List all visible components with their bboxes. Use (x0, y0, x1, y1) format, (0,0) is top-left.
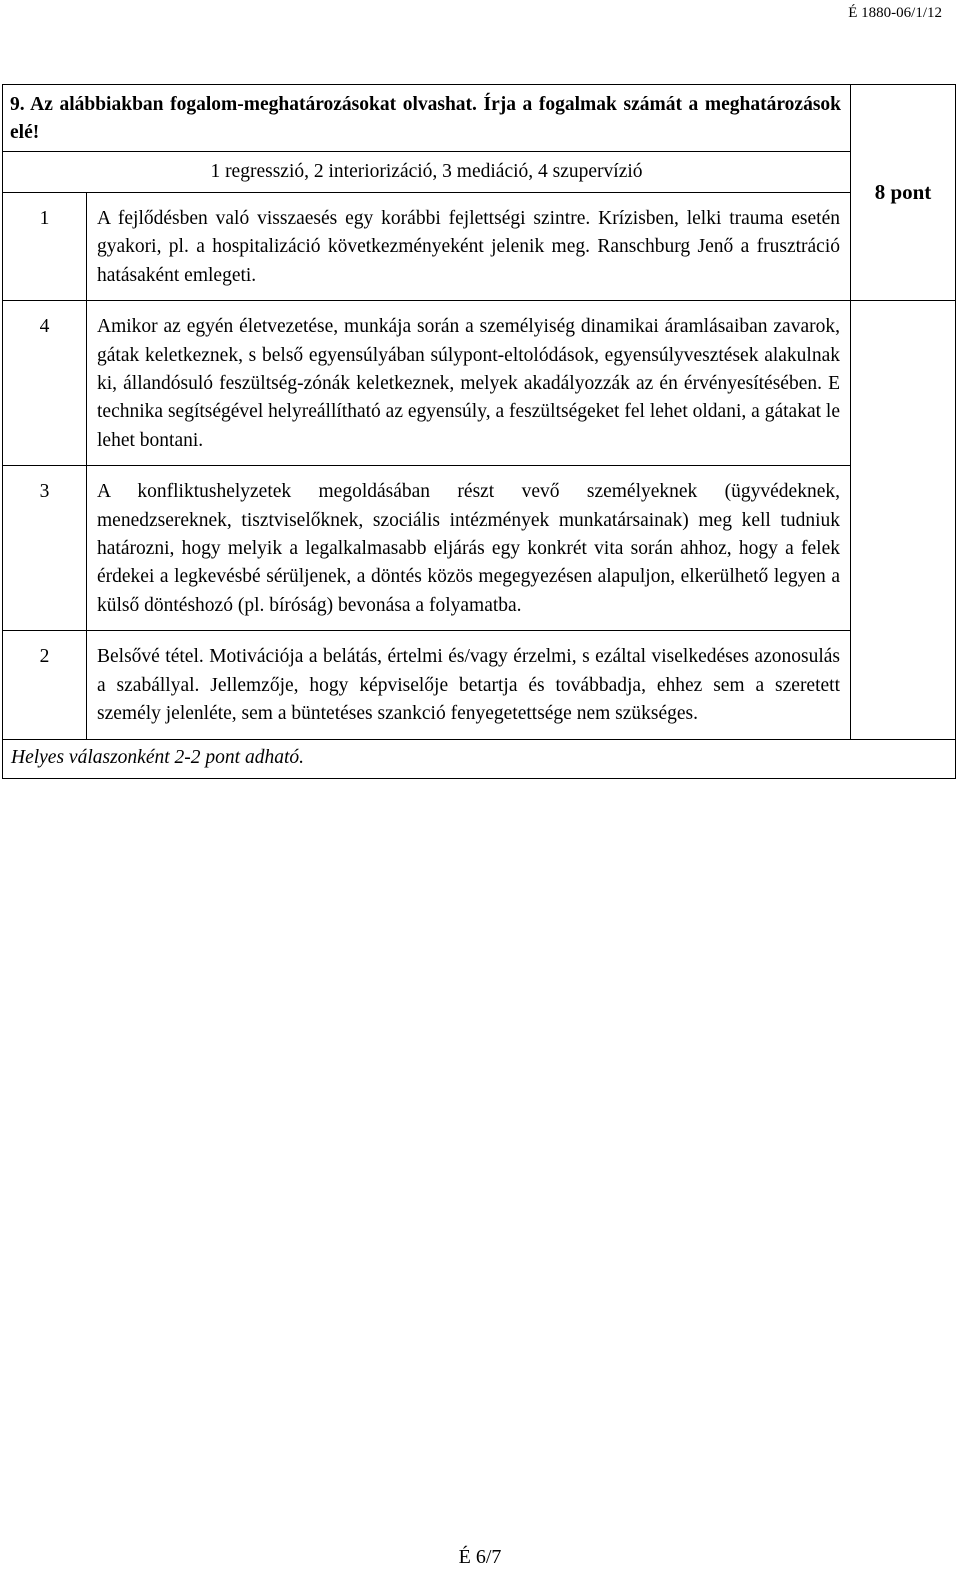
scoring-note-cell (3, 739, 956, 778)
task-title: 9. Az alábbiakban fogalom-meghatározásokat olvashat. Írja a fogalmak számát a meghatározások elé! (10, 94, 841, 143)
definition-text: Amikor az egyén életvezetése, munkája során a személyiség dinamikai áramlásaiban zavarok, gátak keletkeznek, s belső egyensúlyában súlypont-eltolódások, egyensúlyvesztések alakulnak ki, állandósuló feszültség-zónák keletkeznek, melyek akadályozzák az én érvényesítésében. E technika segítségével helyreállítható az egyensúly, a feszültségeket fel lehet oldani, a gátakat le lehet bontani. (97, 316, 840, 451)
answer-number-cell (3, 466, 87, 631)
terms-cell (3, 152, 851, 193)
task-table (2, 84, 956, 779)
definition-cell (87, 466, 851, 631)
answer-number-cell (3, 631, 87, 739)
points-spacer-cell (851, 301, 956, 466)
task-header-row (3, 85, 956, 152)
page-number: É 6/7 (458, 1546, 502, 1568)
definition-cell (87, 301, 851, 466)
scoring-note: Helyes válaszonként 2-2 pont adható. (11, 746, 304, 768)
points-spacer-cell (851, 631, 956, 739)
task-points: 8 pont (874, 180, 932, 205)
points-spacer-cell (851, 466, 956, 631)
definition-row (3, 193, 956, 301)
scoring-note-row (3, 739, 956, 778)
definition-text: Belsővé tétel. Motivációja a belátás, értelmi és/vagy érzelmi, s ezáltal viselkedéses azonosulás a szabállyal. Jellemzője, hogy képviselője betartja és továbbadja, ehhez sem a szeretett személy jelenléte, sem a büntetéses szankció fenyegetettsége nem szükséges. (97, 646, 840, 725)
definition-row (3, 466, 956, 631)
document-code: É 1880-06/1/12 (848, 5, 942, 21)
definition-text: A konfliktushelyzetek megoldásában részt vevő személyeknek (ügyvédeknek, menedzsereknek, tisztviselőknek, szociális intézmények munkatársainak) meg kell tudniuk határozni, hogy melyik a legalkalmasabb eljárás egy konkrét vita során ahhoz, hogy a felek érdekei a legkevésbé sérüljenek, a döntés közös megegyezésen alapuljon, elkerülhető legyen a külső döntéshozó (pl. bíróság) bevonása a folyamatba. (97, 481, 840, 616)
answer-number: 3 (39, 481, 50, 503)
answer-number-cell (3, 193, 87, 301)
answer-number: 4 (39, 316, 50, 338)
terms-row (3, 152, 956, 193)
task-title-cell (3, 85, 851, 152)
definition-cell (87, 193, 851, 301)
points-cell (851, 85, 956, 301)
definition-row (3, 631, 956, 739)
answer-number: 1 (39, 208, 50, 229)
answer-number: 2 (39, 646, 50, 668)
answer-number-cell (3, 301, 87, 466)
definition-row (3, 301, 956, 466)
definition-text: A fejlődésben való visszaesés egy korábbi fejlettségi szintre. Krízisben, lelki trauma esetén gyakori, pl. a hospitalizáció következményeként jelenik meg. Ranschburg Jenő a frusztráció hatásaként emlegeti. (97, 208, 840, 286)
terms-list: 1 regresszió, 2 interiorizáció, 3 mediáció, 4 szupervízió (210, 161, 643, 182)
definition-cell (87, 631, 851, 739)
